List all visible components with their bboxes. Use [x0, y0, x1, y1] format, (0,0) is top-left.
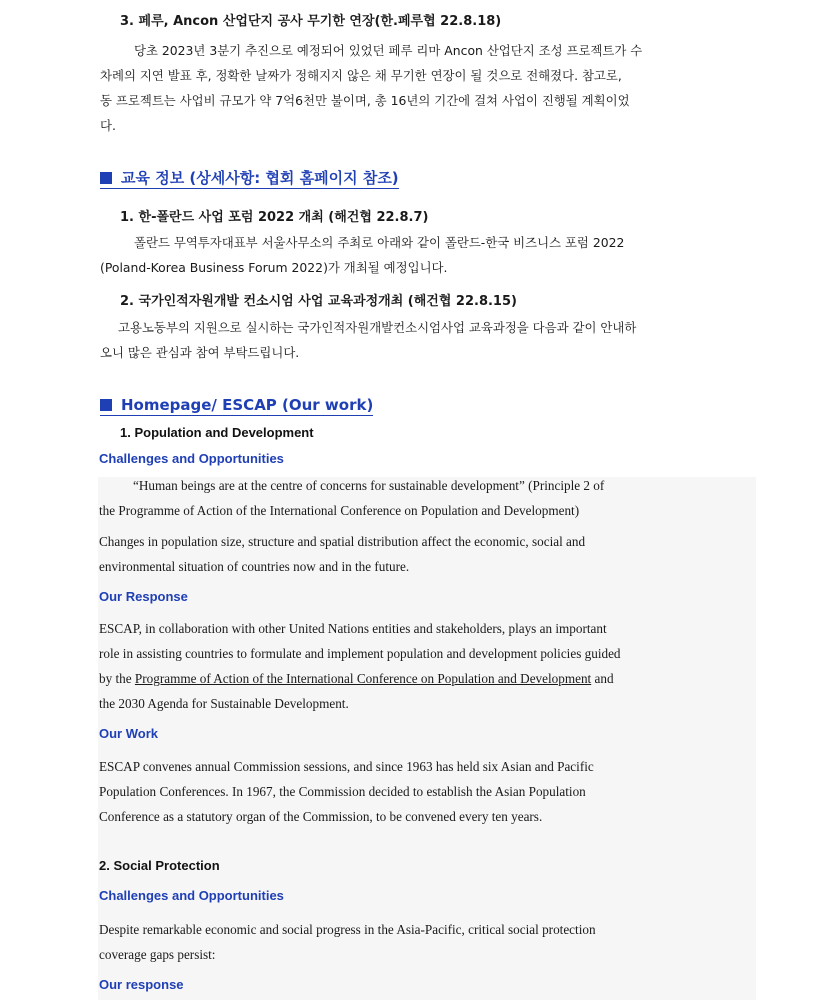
population-change-line: environmental situation of countries now and in the future.	[99, 559, 410, 574]
item3-title: 3. 페루, Ancon 산업단지 공사 무기한 연장(한.페루협 22.8.18)	[120, 14, 502, 29]
population-response-line: role in assisting countries to formulate and implement population and development policies guided	[99, 646, 621, 661]
population-response-line: ESCAP, in collaboration with other United Nations entities and stakeholders, plays an important	[99, 621, 607, 636]
education-heading-text: 교육 정보 (상세사항: 협회 홈페이지 참조)	[121, 169, 399, 187]
population-title: 1. Population and Development	[120, 425, 314, 440]
social-response-label: Our response	[99, 977, 184, 992]
education-item2-title: 2. 국가인적자원개발 컨소시엄 사업 교육과정개최 (해건협 22.8.15)	[120, 294, 517, 309]
social-challenges-label: Challenges and Opportunities	[99, 888, 284, 903]
paragraph-line: 당초 2023년 3분기 추진으로 예정되어 있었던 페루 리마 Ancon 산업단지 조성 프로젝트가 수	[134, 43, 643, 58]
square-bullet-icon	[100, 399, 112, 411]
education-item1-title: 1. 한-폴란드 사업 포럼 2022 개최 (해건협 22.8.7)	[120, 210, 429, 225]
population-work-label: Our Work	[99, 726, 158, 741]
population-work-line: Conference as a statutory organ of the Commission, to be convened every ten years.	[99, 809, 543, 824]
paragraph-line: 오니 많은 관심과 참여 부탁드립니다.	[100, 345, 300, 360]
population-change-line: Changes in population size, structure and spatial distribution affect the economic, social and	[99, 534, 586, 549]
paragraph-line: 다.	[100, 118, 116, 133]
paragraph-line: 차례의 지연 발표 후, 정확한 날짜가 정해지지 않은 채 무기한 연장이 될 것으로 전해졌다. 참고로,	[100, 68, 622, 83]
population-quote-line: “Human beings are at the centre of concerns for sustainable development” (Principle 2 of	[133, 478, 605, 493]
population-response-label: Our Response	[99, 589, 188, 604]
text-run: by the	[99, 671, 135, 686]
escap-heading-text: Homepage/ ESCAP (Our work)	[121, 396, 374, 414]
population-work-line: Population Conferences. In 1967, the Commission decided to establish the Asian Population	[99, 784, 586, 799]
education-heading	[100, 169, 399, 189]
paragraph-line: 폴란드 무역투자대표부 서울사무소의 주최로 아래와 같이 폴란드-한국 비즈니스 포럼 2022	[134, 235, 625, 250]
population-response-line: the 2030 Agenda for Sustainable Development.	[99, 696, 349, 711]
paragraph-line: (Poland-Korea Business Forum 2022)가 개최될 예정입니다.	[100, 260, 448, 275]
population-response-line	[99, 671, 614, 687]
social-line: coverage gaps persist:	[99, 947, 216, 962]
paragraph-line: 고용노동부의 지원으로 실시하는 국가인적자원개발컨소시엄사업 교육과정을 다음과 같이 안내하	[118, 320, 637, 335]
programme-of-action-link[interactable]: Programme of Action of the International Conference on Population and Development	[134, 671, 592, 686]
square-bullet-icon	[100, 172, 112, 184]
social-line: Despite remarkable economic and social progress in the Asia-Pacific, critical social protection	[99, 922, 596, 937]
population-quote-line: the Programme of Action of the International Conference on Population and Development)	[99, 503, 580, 518]
text-run: and	[591, 671, 614, 686]
paragraph-line: 동 프로젝트는 사업비 규모가 약 7억6천만 불이며, 총 16년의 기간에 걸쳐 사업이 진행될 계획이었	[100, 93, 630, 108]
population-challenges-label: Challenges and Opportunities	[99, 451, 284, 466]
escap-heading	[100, 396, 373, 416]
item3-paragraph	[100, 38, 756, 138]
population-work-line: ESCAP convenes annual Commission sessions, and since 1963 has held six Asian and Pacific	[99, 759, 594, 774]
education-item2-paragraph	[100, 315, 756, 365]
education-item1-paragraph	[100, 230, 756, 280]
social-protection-title: 2. Social Protection	[99, 858, 220, 873]
